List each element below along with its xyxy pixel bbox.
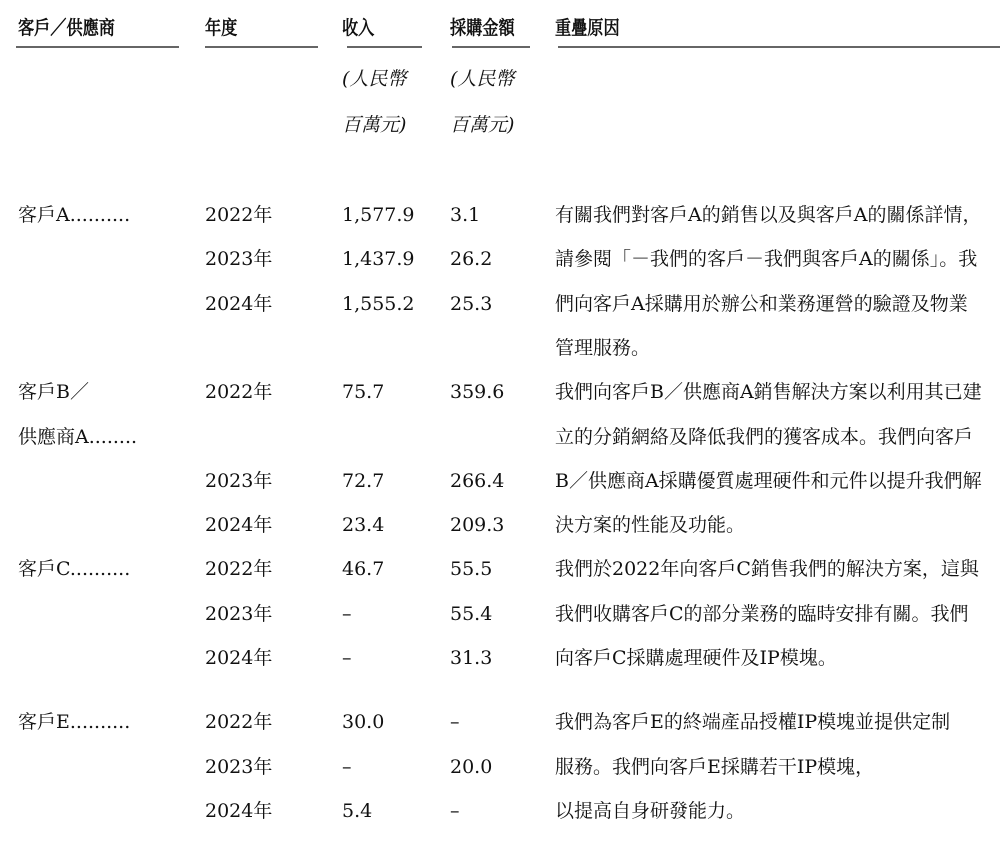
reason-text: 我們為客戶E的終端產品授權IP模塊並提供定制 — [555, 711, 951, 733]
reason-text: 以提高自身研發能力。 — [555, 800, 746, 822]
year-cell: 2023年 — [205, 603, 273, 625]
purchase-cell: – — [450, 711, 460, 733]
reason-text: 向客戶C採購處理硬件及IP模塊。 — [555, 647, 837, 669]
purchase-cell: – — [450, 800, 460, 822]
revenue-cell: 1,555.2 — [342, 293, 415, 315]
purchase-cell: 31.3 — [450, 647, 493, 669]
reason-text: 管理服務。 — [555, 337, 651, 359]
revenue-cell: 30.0 — [342, 711, 385, 733]
unit-label: 百萬元) — [342, 114, 407, 136]
header-revenue: 收入 — [342, 17, 375, 39]
reason-text: 決方案的性能及功能。 — [555, 514, 746, 536]
header-rule — [205, 46, 318, 48]
party-name: 客戶B／ — [18, 381, 89, 403]
unit-label: 百萬元) — [450, 114, 515, 136]
reason-text: 有關我們對客戶A的銷售以及與客戶A的關係詳情， — [555, 204, 982, 226]
reason-text: 我們向客戶B／供應商A銷售解決方案以利用其已建 — [555, 381, 982, 403]
year-cell: 2022年 — [205, 711, 273, 733]
revenue-cell: 1,437.9 — [342, 248, 415, 270]
revenue-cell: – — [342, 647, 352, 669]
revenue-cell: 1,577.9 — [342, 204, 415, 226]
purchase-cell: 55.4 — [450, 603, 493, 625]
header-purchase: 採購金額 — [450, 17, 515, 39]
purchase-cell: 26.2 — [450, 248, 493, 270]
purchase-cell: 3.1 — [450, 204, 481, 226]
header-party: 客戶／供應商 — [18, 17, 115, 39]
purchase-cell: 209.3 — [450, 514, 505, 536]
header-rule — [452, 46, 530, 48]
reason-text: 我們收購客戶C的部分業務的臨時安排有關。我們 — [555, 603, 969, 625]
purchase-cell: 266.4 — [450, 470, 505, 492]
year-cell: 2024年 — [205, 514, 273, 536]
revenue-cell: 72.7 — [342, 470, 385, 492]
revenue-cell: 5.4 — [342, 800, 373, 822]
revenue-cell: 46.7 — [342, 558, 385, 580]
party-name: 客戶E.......... — [18, 711, 131, 733]
purchase-cell: 20.0 — [450, 756, 493, 778]
year-cell: 2024年 — [205, 800, 273, 822]
party-name: 客戶C.......... — [18, 558, 131, 580]
year-cell: 2022年 — [205, 558, 273, 580]
year-cell: 2023年 — [205, 248, 273, 270]
reason-text: 服務。我們向客戶E採購若干IP模塊， — [555, 756, 875, 778]
year-cell: 2022年 — [205, 204, 273, 226]
revenue-cell: 23.4 — [342, 514, 385, 536]
year-cell: 2024年 — [205, 647, 273, 669]
party-name: 客戶A.......... — [18, 204, 131, 226]
year-cell: 2024年 — [205, 293, 273, 315]
reason-text: 立的分銷網絡及降低我們的獲客成本。我們向客戶 — [555, 426, 974, 448]
purchase-cell: 359.6 — [450, 381, 505, 403]
unit-label: (人民幣 — [450, 68, 515, 90]
reason-text: 們向客戶A採購用於辦公和業務運營的驗證及物業 — [555, 293, 968, 315]
reason-text: 我們於2022年向客戶C銷售我們的解決方案，這與 — [555, 558, 979, 580]
reason-text: B／供應商A採購優質處理硬件和元件以提升我們解 — [555, 470, 982, 492]
header-rule — [558, 46, 1000, 48]
revenue-cell: 75.7 — [342, 381, 385, 403]
header-reason: 重疊原因 — [555, 17, 620, 39]
year-cell: 2022年 — [205, 381, 273, 403]
year-cell: 2023年 — [205, 756, 273, 778]
revenue-cell: – — [342, 603, 352, 625]
unit-label: (人民幣 — [342, 68, 407, 90]
reason-text: 請參閱「－我們的客戶－我們與客戶A的關係」。我 — [555, 248, 978, 270]
party-name: 供應商A........ — [18, 426, 138, 448]
header-year: 年度 — [205, 17, 238, 39]
year-cell: 2023年 — [205, 470, 273, 492]
header-rule — [347, 46, 422, 48]
purchase-cell: 55.5 — [450, 558, 493, 580]
header-rule — [16, 46, 179, 48]
revenue-cell: – — [342, 756, 352, 778]
purchase-cell: 25.3 — [450, 293, 493, 315]
